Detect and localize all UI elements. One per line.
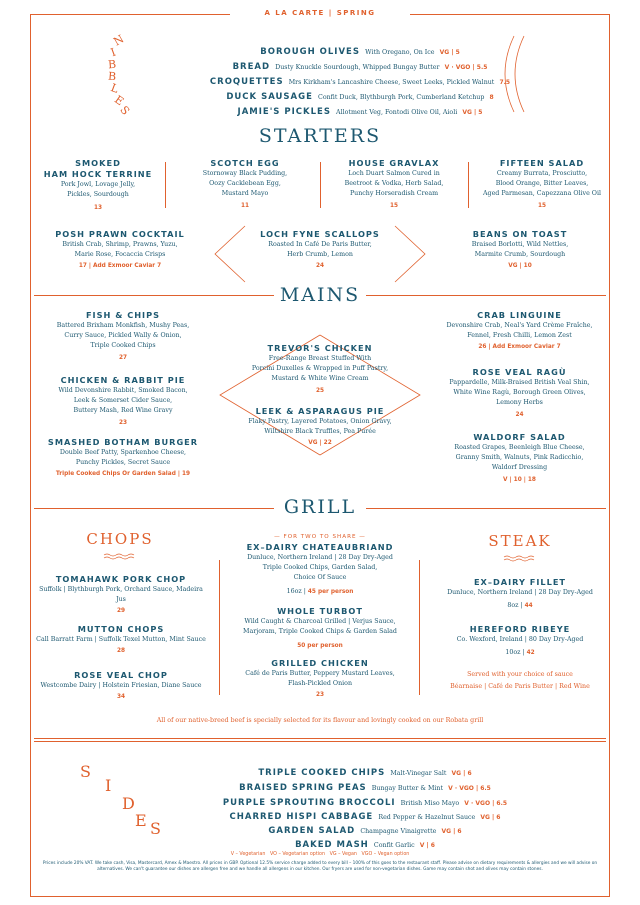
item-price: V · VGO | 5.5: [444, 64, 488, 71]
item-name: CROQUETTES: [209, 77, 284, 87]
item-price: VG | 5: [462, 109, 483, 116]
item-price: V | 6: [419, 842, 435, 849]
menu-header: [230, 9, 410, 17]
item-desc: British Miso Mayo: [400, 800, 460, 807]
item-name: MUTTON CHOPS: [77, 624, 165, 634]
item-name: JAMIE'S PICKLES: [237, 107, 331, 117]
sides-rule: [34, 741, 606, 742]
item-name: EX–DAIRY CHATEAUBRIAND: [246, 542, 394, 552]
sides-letter: E: [135, 811, 147, 830]
item-name: FIFTEEN SALAD: [499, 158, 585, 168]
starter-item: [180, 158, 310, 212]
item-desc: Braised Borlotti, Wild Nettles, Marmite Crumb, Sourdough: [471, 241, 569, 259]
item-desc: Red Pepper & Hazelnut Sauce: [378, 814, 476, 821]
item-price: 15: [537, 202, 547, 209]
item-desc: Flaky Pastry, Layered Potatoes, Onion Gravy, Wiltshire Black Truffles, Pea Purée: [248, 418, 392, 436]
mains-rule-left: [34, 295, 274, 296]
item-name: HEREFORD RIBEYE: [469, 624, 571, 634]
chops-title: CHOPS: [86, 530, 154, 548]
item-name: LOCH FYNE SCALLOPS: [260, 229, 380, 239]
item-name: POSH PRAWN COCKTAIL: [55, 229, 185, 239]
starter-item: [40, 229, 200, 272]
nibbles-letter: S: [117, 103, 133, 118]
item-name: HOUSE GRAVLAX: [348, 158, 440, 168]
item-name: TRIPLE COOKED CHIPS: [258, 768, 386, 778]
item-desc: Suffolk | Blythburgh Pork, Orchard Sauce, Madeira Jus: [39, 586, 203, 604]
item-desc: Creamy Burrata, Prosciutto, Blood Orange, Bitter Leaves, Aged Parmesan, Capezzana Olive Oil: [483, 170, 601, 198]
item-name: DUCK SAUSAGE: [226, 92, 313, 102]
divider: [165, 162, 166, 208]
item-desc: Malt-Vinegar Salt: [390, 770, 447, 777]
item-price: 7.5: [499, 79, 511, 86]
item-price: Triple Cooked Chips Or Garden Salad | 19: [55, 471, 191, 478]
chop-item: [36, 670, 206, 703]
item-desc: Champagne Vinaigrette: [360, 828, 437, 835]
item-desc: Mrs Kirkham's Lancashire Cheese, Sweet Leeks, Pickled Walnut: [288, 79, 495, 86]
main-item: [38, 375, 208, 429]
item-name: LEEK & ASPARAGUS PIE: [255, 406, 385, 416]
nibbles-letter: E: [111, 92, 127, 109]
main-item: [432, 310, 607, 353]
item-size: 8oz |: [507, 602, 523, 610]
starter-item: [240, 229, 400, 272]
item-name: ROSE VEAL CHOP: [74, 670, 168, 680]
item-desc: Bungay Butter & Mint: [371, 785, 443, 792]
item-name: SMASHED BOTHAM BURGER: [47, 437, 199, 447]
nibbles-letter: I: [108, 45, 118, 60]
item-name: BREAD: [232, 62, 271, 72]
grill-rule-left: [34, 508, 274, 509]
frame-bottom: [30, 896, 610, 897]
divider: [320, 162, 321, 208]
item-price: V · VGO | 6.5: [464, 800, 508, 807]
main-item: [432, 367, 607, 421]
grill-item: [226, 542, 414, 597]
item-name: GARDEN SALAD: [268, 826, 356, 836]
item-price: 29: [116, 608, 126, 615]
steak-item: [428, 577, 612, 611]
item-price: 11: [240, 202, 250, 209]
wave-decoration: [503, 554, 537, 562]
item-desc: Pork Jowl, Lovage Jelly, Pickles, Sourdough: [60, 181, 136, 199]
starter-item: [328, 158, 460, 212]
item-price: 17 | Add Exmoor Caviar 7: [78, 263, 162, 270]
item-name: BAKED MASH: [295, 840, 369, 850]
item-desc: Dusty Knuckle Sourdough, Whipped Bungay Butter: [275, 64, 440, 71]
sauce-note: Served with your choice of sauce: [467, 671, 573, 678]
item-desc: Free-Range Breast Stuffed With Porcini Duxelles & Wrapped in Puff Pastry, Mustard & White Wine Cream: [251, 355, 389, 383]
item-desc: Café de Paris Butter, Peppery Mustard Leaves, Flash-Pickled Onion: [245, 670, 395, 688]
nibbles-letter: N: [111, 32, 127, 49]
item-name: CHICKEN & RABBIT PIE: [60, 375, 186, 385]
item-desc: Dunluce, Northern Ireland | 28 Day Dry-Aged: [447, 589, 593, 596]
item-name: TOMAHAWK PORK CHOP: [55, 574, 187, 584]
item-desc: Roasted In Café De Paris Butter, Herb Crumb, Lemon: [268, 241, 372, 259]
item-desc: Pappardelle, Milk-Braised British Veal Shin, White Wine Ragù, Borough Green Olives, Lemony Herbs: [449, 379, 590, 407]
item-name: WALDORF SALAD: [473, 432, 566, 442]
item-price: VG | 6: [441, 828, 462, 835]
item-desc: Double Beef Patty, Sparkenhoe Cheese, Punchy Pickles, Secret Sauce: [59, 449, 187, 467]
item-size: 16oz |: [286, 587, 306, 595]
side-item: [150, 832, 580, 851]
item-price: 50 per person: [297, 643, 343, 650]
mains-rule-right: [366, 295, 606, 296]
item-price: VG | 10: [508, 263, 532, 270]
item-price-line: [428, 601, 612, 611]
item-desc: Stornoway Black Pudding, Oozy Cacklebean Egg, Mustard Mayo: [202, 170, 288, 198]
item-name: FISH & CHIPS: [85, 310, 161, 320]
item-desc: Confit Duck, Blythburgh Pork, Cumberland Ketchup: [318, 94, 485, 101]
grill-item: [226, 658, 414, 701]
item-price: VG | 6: [480, 814, 501, 821]
item-name: CHARRED HISPI CABBAGE: [229, 812, 374, 822]
main-item: [38, 437, 208, 480]
item-desc: Confit Garlic: [373, 842, 415, 849]
item-desc: Roasted Grapes, Beenleigh Blue Cheese, Granny Smith, Walnuts, Pink Radicchio, Waldorf Dressing: [454, 444, 585, 472]
nibbles-letter: L: [108, 81, 121, 96]
item-name: TREVOR'S CHICKEN: [267, 343, 373, 353]
dietary-legend: V – Vegetarian VO – Vegetarian option VG – Vegan VGO – Vegan option: [230, 852, 410, 857]
item-desc: Dunluce, Northern Ireland | 28 Day Dry-Aged Triple Cooked Chips, Garden Salad, Choice Of Sauce: [247, 554, 393, 582]
item-desc: Devonshire Crab, Neal's Yard Crème Fraîche, Fennel, Fresh Chilli, Lemon Zest: [446, 322, 593, 340]
divider: [419, 560, 420, 695]
share-label: — FOR TWO TO SHARE —: [274, 534, 366, 540]
chop-item: [36, 624, 206, 657]
grill-item: [226, 606, 414, 652]
item-name: SCOTCH EGG: [210, 158, 280, 168]
item-price: 27: [118, 354, 128, 361]
item-price: 28: [116, 648, 126, 655]
main-item: [230, 343, 410, 397]
header-divider: |: [328, 9, 337, 17]
item-price: V · VGO | 6.5: [448, 785, 491, 792]
item-name: CRAB LINGUINE: [477, 310, 562, 320]
header-label: A LA CARTE: [264, 9, 325, 17]
item-name: BEANS ON TOAST: [472, 229, 568, 239]
item-desc: Wild Caught & Charcoal Grilled | Verjus Sauce, Marjoram, Triple Cooked Chips & Garden Salad: [243, 618, 397, 636]
grill-rule-right: [366, 508, 606, 509]
item-price: V | 10 | 18: [503, 476, 536, 483]
item-name: GRILLED CHICKEN: [271, 658, 369, 668]
nibbles-item: [150, 99, 570, 118]
item-desc: Co. Wexford, Ireland | 80 Day Dry-Aged: [456, 636, 584, 643]
sides-letter: D: [122, 794, 135, 813]
item-price: 8: [489, 94, 494, 101]
item-price: 13: [93, 205, 103, 212]
item-desc: Wild Devonshire Rabbit, Smoked Bacon, Leek & Somerset Cider Sauce, Buttery Mash, Red Wine Gravy: [58, 387, 188, 415]
item-price: VG | 22: [308, 440, 332, 447]
item-desc: Allotment Veg, Fontodi Olive Oil, Aioli: [336, 109, 458, 116]
main-item: [432, 432, 607, 486]
footer-note: Prices include 20% VAT. We take cash, Visa, Mastercard, Amex & Maestro. All prices in GBP. Optional 12.5% service charge added to every bill – 100% of this goes to the restaurant staff. Please advise on dietary requirements & allergies and we will advise on alternatives. We can't guarantee our dishes are allergen free and we handle all allergens in our kitchen. Our fryers are used for non-vegetarian dishes. Game may contain shot and olives may contain stones.: [42, 861, 598, 873]
item-price: VG | 5: [439, 49, 460, 56]
main-item: [230, 406, 410, 449]
header-season: SPRING: [336, 9, 376, 17]
sides-letter: I: [105, 776, 112, 795]
wave-decoration: [103, 552, 137, 560]
item-price: 34: [116, 694, 126, 701]
sauce-list: Béarnaise | Café de Paris Butter | Red Wine: [450, 683, 590, 690]
item-desc: Call Barratt Farm | Suffolk Texel Mutton, Mint Sauce: [36, 636, 206, 643]
item-price: 23: [315, 692, 325, 699]
item-name: BRAISED SPRING PEAS: [239, 783, 367, 793]
nibbles-letter: B: [107, 57, 117, 72]
beef-note: All of our native-breed beef is specially selected for its flavour and lovingly cooked on our Robata grill: [156, 717, 484, 724]
item-name: PURPLE SPROUTING BROCCOLI: [222, 798, 396, 808]
item-price: 15: [389, 202, 399, 209]
item-price: 24: [515, 411, 524, 418]
grill-title: GRILL: [283, 496, 357, 518]
item-size: 10oz |: [505, 649, 525, 657]
item-desc: Loch Duart Salmon Cured in Beetroot & Vodka, Herb Salad, Punchy Horseradish Cream: [344, 170, 444, 198]
item-price: 26 | Add Exmoor Caviar 7: [478, 344, 561, 351]
item-name: SMOKED HAM HOCK TERRINE: [43, 158, 153, 179]
item-price-line: [428, 648, 612, 658]
nibbles-letter: B: [107, 69, 117, 84]
item-price: 24: [315, 263, 325, 270]
item-desc: Battered Brixham Monkfish, Mushy Peas, Curry Sauce, Pickled Wally & Onion, Triple Cooked Chips: [56, 322, 190, 350]
item-name: EX–DAIRY FILLET: [473, 577, 567, 587]
starter-item: [38, 158, 158, 214]
item-desc: British Crab, Shrimp, Prawns, Yuzu, Marie Rose, Focaccia Crisps: [62, 241, 178, 259]
item-desc: With Oregano, On Ice: [365, 49, 435, 56]
sides-letter: S: [150, 819, 161, 838]
divider: [219, 560, 220, 695]
item-price: VG | 6: [451, 770, 472, 777]
item-price: 25: [315, 387, 325, 394]
steak-item: [428, 624, 612, 658]
steak-title: STEAK: [488, 532, 552, 550]
item-desc: Westcombe Dairy | Holstein Friesian, Diane Sauce: [40, 682, 202, 689]
item-name: ROSE VEAL RAGÙ: [472, 367, 567, 377]
main-item: [38, 310, 208, 364]
item-price: 23: [118, 419, 128, 426]
frame-right: [609, 14, 610, 897]
item-price-line: [226, 587, 414, 597]
frame-left: [30, 14, 31, 897]
starters-title: STARTERS: [258, 125, 382, 147]
sides-rule: [34, 738, 606, 739]
starter-item: [440, 229, 600, 272]
sides-letter: S: [80, 762, 91, 781]
item-price: 42: [526, 650, 535, 657]
item-name: WHOLE TURBOT: [277, 606, 363, 616]
item-price: 44: [524, 603, 533, 610]
item-name: BOROUGH OLIVES: [260, 47, 360, 57]
mains-title: MAINS: [279, 284, 361, 306]
chop-item: [36, 574, 206, 617]
divider: [468, 162, 469, 208]
item-price: 45 per person: [307, 588, 354, 595]
starter-item: [472, 158, 612, 212]
